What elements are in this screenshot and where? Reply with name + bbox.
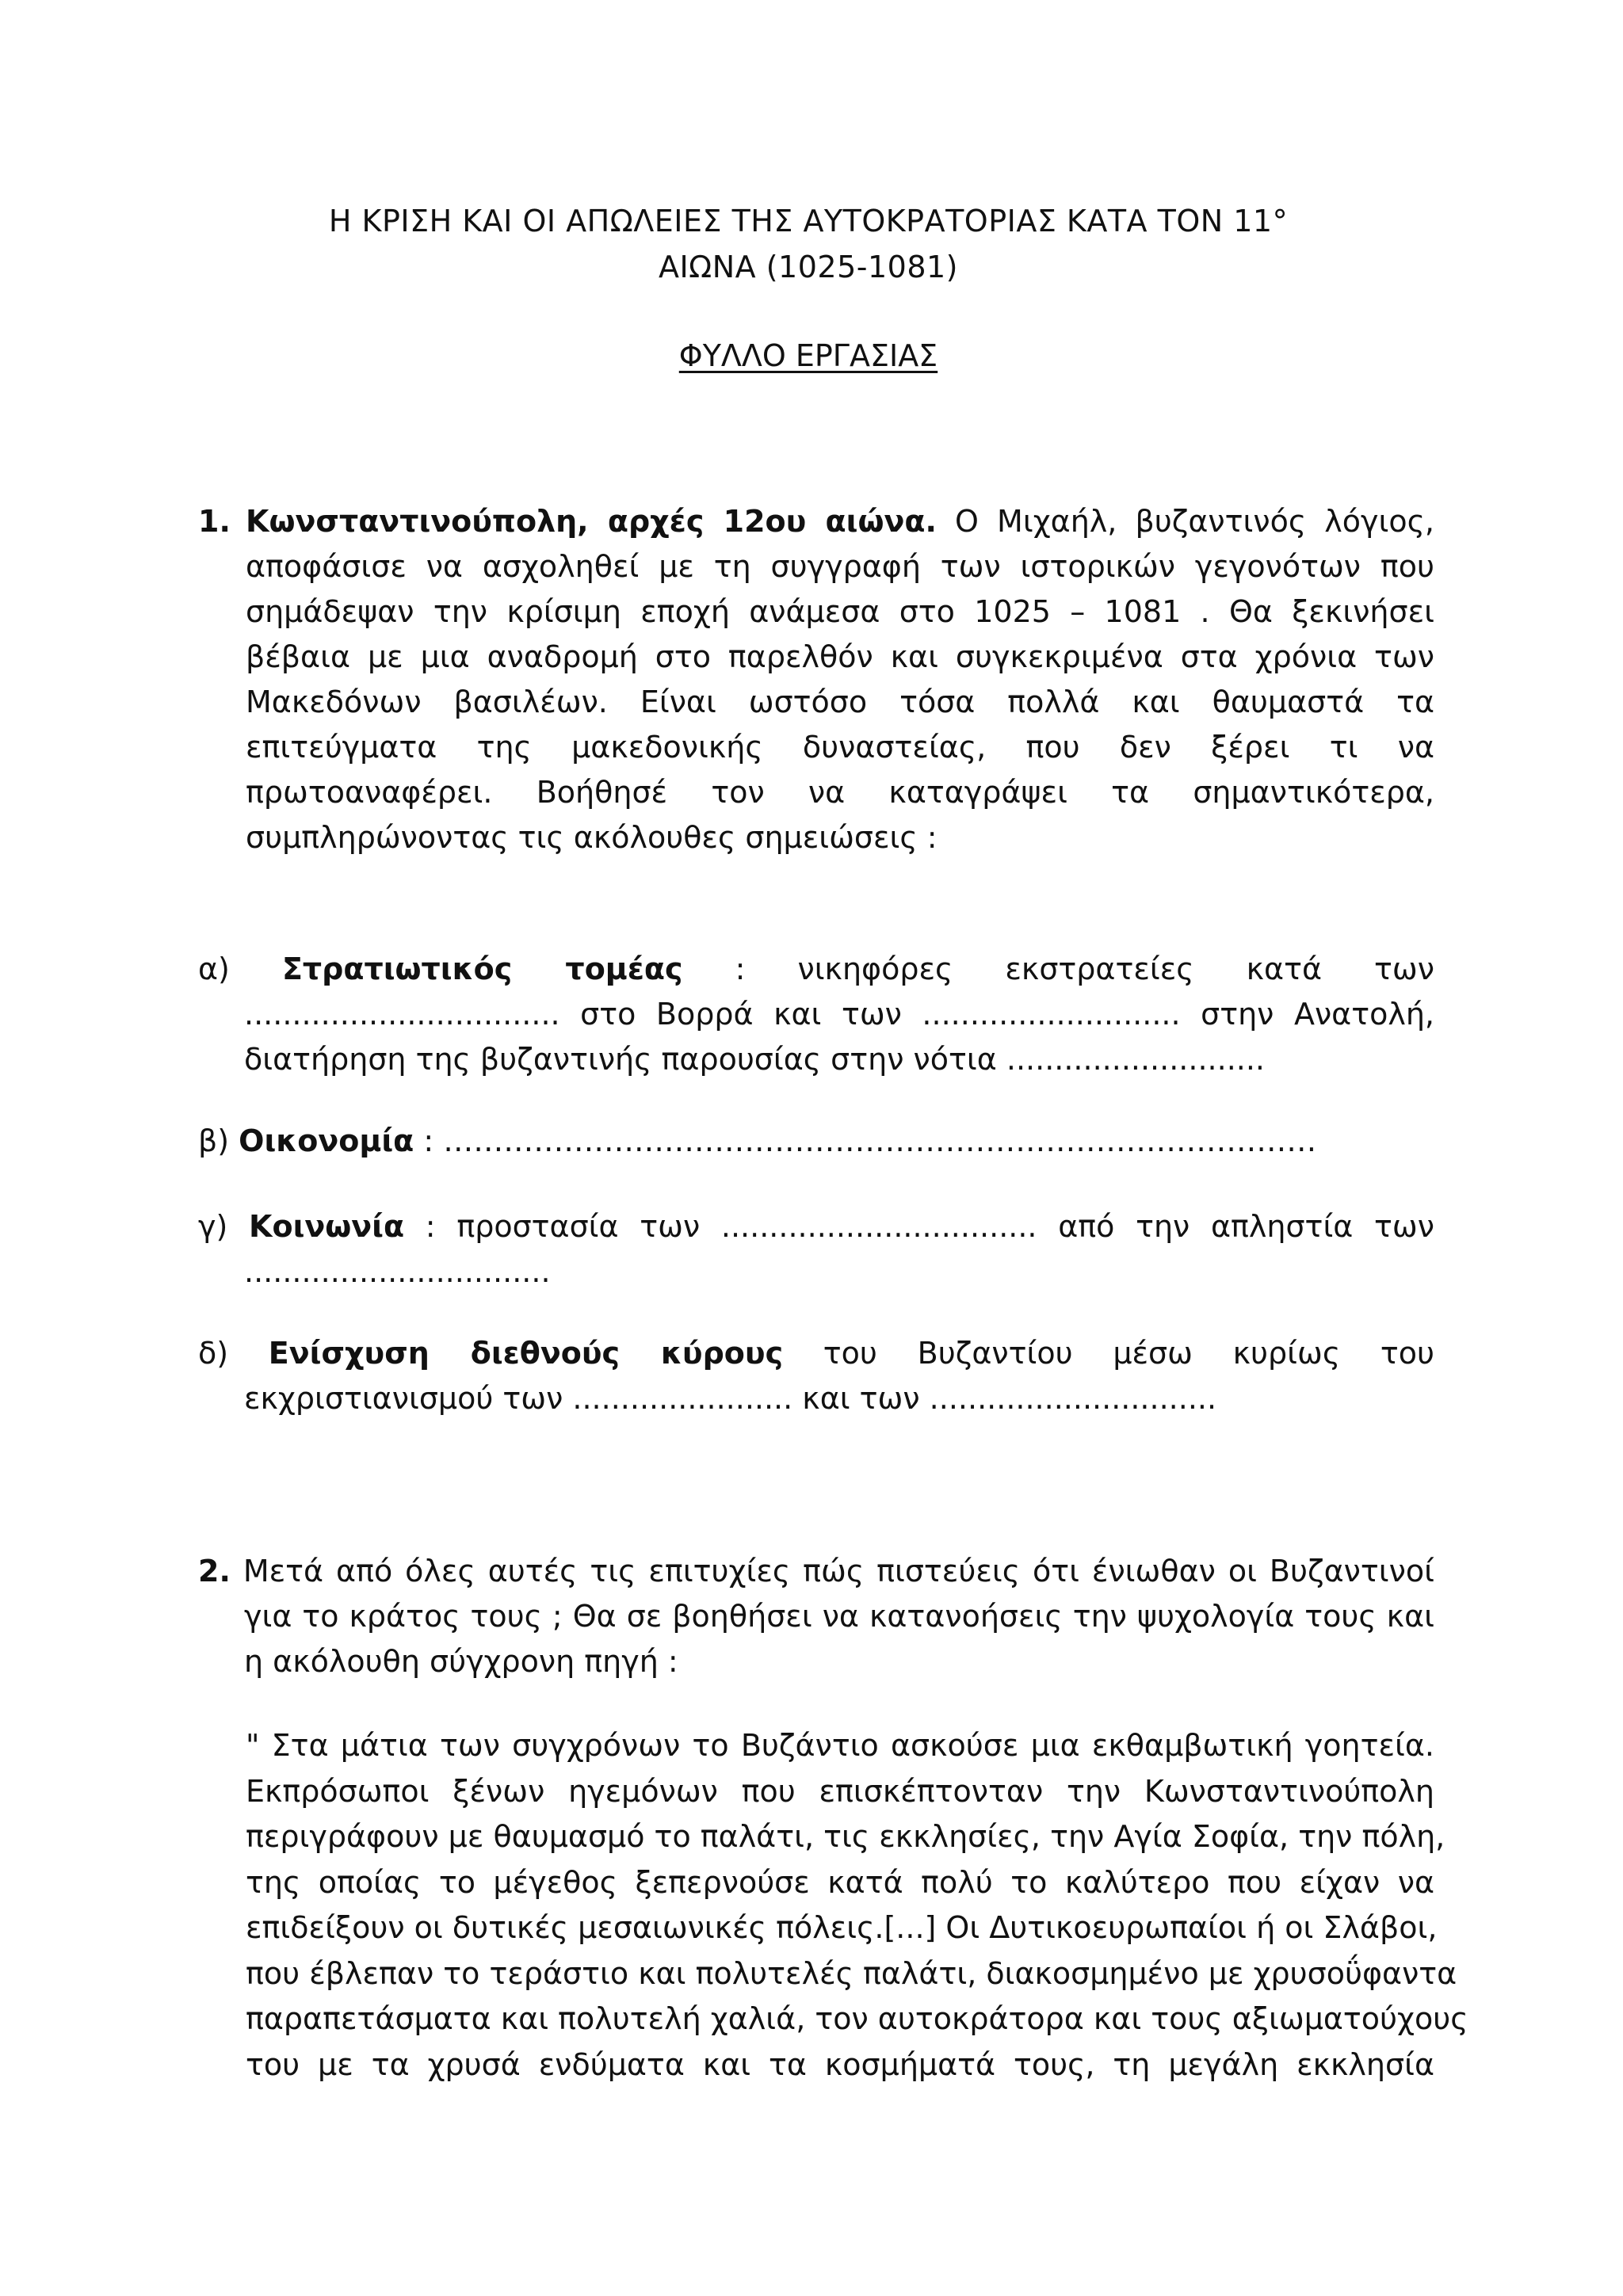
item-d-label: Ενίσχυση διεθνούς κύρους: [268, 1336, 784, 1371]
item-d: [198, 1331, 1434, 1421]
quote-line: της οποίας το μέγεθος ξεπερνούσε κατά πολύ το καλύτερο που είχαν να: [246, 1864, 1434, 1900]
question-1-lead: Κωνσταντινούπολη, αρχές 12ου αιώνα.: [246, 504, 937, 539]
item-c-text: : προστασία των ................................. από την απληστία των ................................: [244, 1209, 1434, 1289]
question-2-number: 2.: [198, 1554, 231, 1589]
item-b-text: : ……………………………………………………………………………: [414, 1123, 1317, 1158]
item-d-text: του Βυζαντίου μέσω κυρίως του εκχριστιανισμού των ....................... και των ..............................: [244, 1336, 1434, 1416]
quote-line: " Στα μάτια των συγχρόνων το Βυζάντιο ασκούσε μια εκθαμβωτική γοητεία.: [246, 1728, 1434, 1763]
item-b-marker: β): [198, 1123, 230, 1158]
question-1-body: [198, 499, 1434, 860]
quote-line: Εκπρόσωποι ξένων ηγεμόνων που επισκέπτονταν την Κωνσταντινούπολη: [246, 1773, 1434, 1809]
item-a-marker: α): [198, 952, 230, 986]
question-1-text: Ο Μιχαήλ, βυζαντινός λόγιος, αποφάσισε να ασχοληθεί με τη συγγραφή των ιστορικών γεγονότων που σημάδεψαν την κρίσιμη εποχή ανάμεσα στο 1025 – 1081 . Θα ξεκινήσει βέβαια με μια αναδρομή στο παρελθόν και συγκεκριμένα στα χρόνια των Μακεδόνων βασιλέων. Είναι ωστόσο τόσα πολλά και θαυμαστά τα επιτεύγματα της μακεδονικής δυναστείας, που δεν ξέρει τι να πρωτοαναφέρει. Βοήθησέ τον να καταγράψει τα σημαντικότερα, συμπληρώνοντας τις ακόλουθες σημειώσεις :: [246, 504, 1434, 855]
document-title-line-1: Η ΚΡΙΣΗ ΚΑΙ ΟΙ ΑΠΩΛΕΙΕΣ ΤΗΣ ΑΥΤΟΚΡΑΤΟΡΙΑΣ ΚΑΤΑ ΤΟΝ 11°: [328, 204, 1289, 238]
item-c-marker: γ): [198, 1209, 228, 1244]
worksheet-subtitle: ΦΥΛΛΟ ΕΡΓΑΣΙΑΣ: [678, 338, 938, 373]
item-d-marker: δ): [198, 1336, 229, 1371]
source-quote: [246, 1723, 1468, 2088]
item-b-label: Οικονομία: [239, 1123, 414, 1158]
item-b: [198, 1119, 1434, 1164]
item-c: [198, 1204, 1434, 1295]
question-2-text: Μετά από όλες αυτές τις επιτυχίες πώς πιστεύεις ότι ένιωθαν οι Βυζαντινοί για το κράτος τους ; Θα σε βοηθήσει να κατανοήσεις την ψυχολογία τους και η ακόλουθη σύγχρονη πηγή :: [242, 1554, 1434, 1679]
question-1-number: 1.: [198, 504, 231, 539]
item-a-text: : νικηφόρες εκστρατείες κατά των ................................. στο Βορρά και των ........................... στην Ανατολή, διατήρηση της βυζαντινής παρουσίας στην νότια ...........................: [244, 952, 1434, 1077]
quote-line: που έβλεπαν το τεράστιο και πολυτελές παλάτι, διακοσμημένο με χρυσοΰφαντα: [246, 1955, 1457, 1991]
question-2: [198, 1549, 1434, 1684]
item-a-label: Στρατιωτικός τομέας: [281, 952, 683, 986]
question-1: [198, 499, 1434, 860]
quote-line: επιδείξουν οι δυτικές μεσαιωνικές πόλεις.[...] Οι Δυτικοευρωπαίοι ή οι Σλάβοι,: [246, 1910, 1438, 1945]
quote-line: περιγράφουν με θαυμασμό το παλάτι, τις εκκλησίες, την Αγία Σοφία, την πόλη,: [246, 1819, 1445, 1854]
document-title-line-2: ΑΙΩΝΑ (1025-1081): [658, 250, 959, 284]
quote-line: παραπετάσματα και πολυτελή χαλιά, τον αυτοκράτορα και τους αξιωματούχους: [246, 2001, 1468, 2036]
item-a: [198, 947, 1434, 1082]
quote-line: του με τα χρυσά ενδύματα και τα κοσμήματά τους, τη μεγάλη εκκλησία: [246, 2046, 1434, 2082]
item-c-label: Κοινωνία: [249, 1209, 405, 1244]
